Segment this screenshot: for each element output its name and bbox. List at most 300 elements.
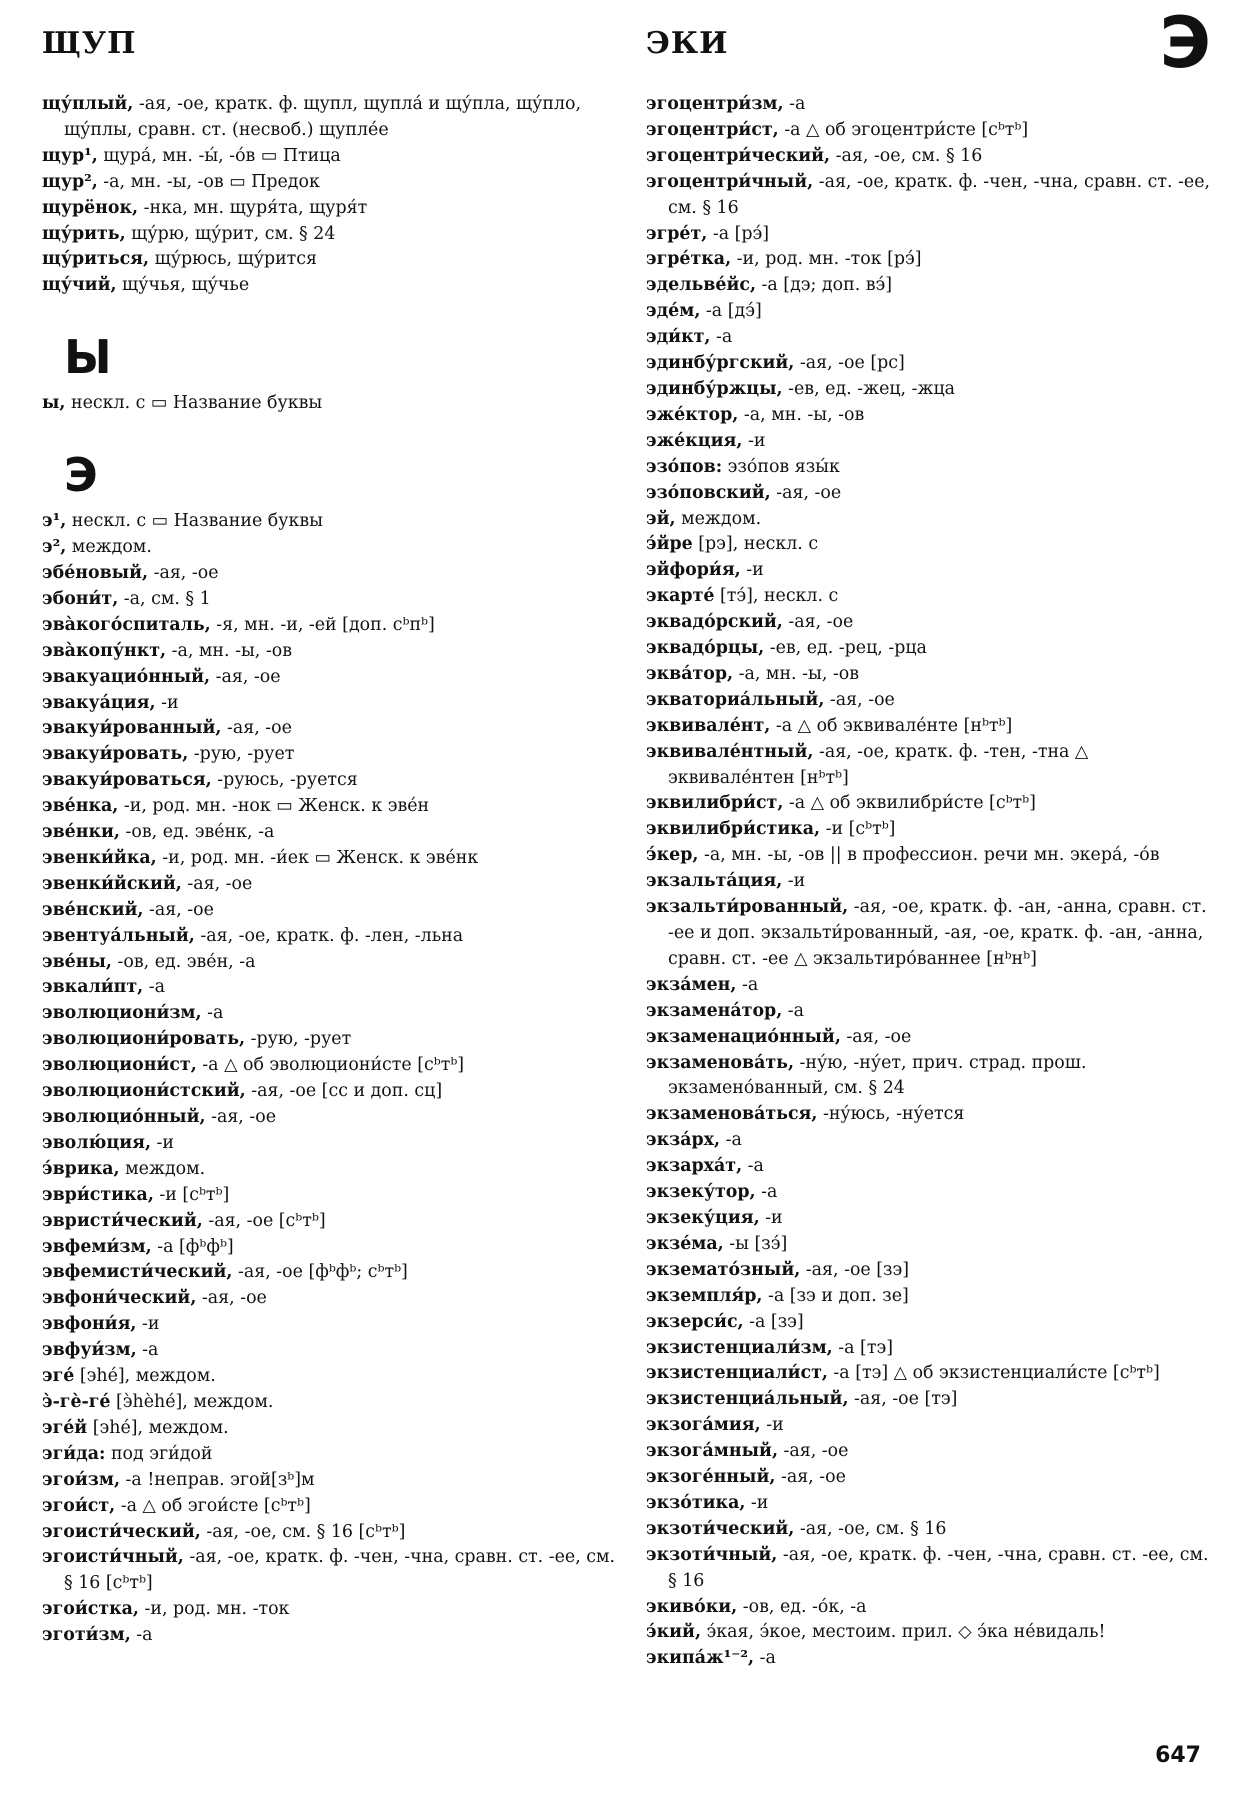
- entry-headword: эквилибри́стика,: [646, 819, 821, 840]
- entry-body: междом.: [66, 537, 152, 558]
- entry-body: -а △ об эквивале́нте [нᵇтᵇ]: [770, 715, 1013, 736]
- entry-body: [эhе́], междом.: [87, 1417, 229, 1438]
- entry-body: -ая, -ое [тэ]: [848, 1389, 958, 1410]
- dictionary-entry: [646, 688, 1216, 714]
- dictionary-entry: [646, 1258, 1216, 1284]
- entry-headword: э¹,: [42, 511, 67, 532]
- entry-headword: эвфеми́зм,: [42, 1236, 152, 1257]
- dictionary-entry: [646, 1620, 1216, 1646]
- entry-headword: эве́нки,: [42, 822, 120, 843]
- entry-body: -ая, -ое [рс]: [794, 353, 905, 374]
- entry-headword: экзе́ма,: [646, 1233, 724, 1254]
- entry-body: -а [зэ]: [743, 1311, 804, 1332]
- entry-body: -ая, -ое: [205, 1107, 276, 1127]
- dictionary-entry: [646, 973, 1216, 999]
- dictionary-entry: [646, 222, 1216, 248]
- entry-body: -и: [740, 560, 764, 581]
- entry-body: -а: [754, 1648, 776, 1669]
- entry-headword: эйфори́я,: [646, 560, 741, 581]
- dictionary-entry: [646, 170, 1216, 222]
- entry-body: -ая, -ое [сс и доп. сц]: [245, 1081, 443, 1102]
- entry-body: -а △ об эгоцентри́сте [сᵇтᵇ]: [778, 119, 1029, 140]
- dictionary-entry: [646, 351, 1216, 377]
- dictionary-entry: [42, 820, 622, 846]
- entry-headword: эволюциони́стский,: [42, 1081, 246, 1102]
- entry-headword: экзеку́тор,: [646, 1182, 756, 1203]
- entry-body: -а [дэ́]: [700, 301, 762, 322]
- dictionary-entry: [646, 1646, 1216, 1672]
- entry-headword: экза́мен,: [646, 974, 737, 995]
- entry-headword: э́врика,: [42, 1158, 120, 1179]
- entry-body: -а: [201, 1003, 224, 1024]
- entry-headword: эвакуи́рованный,: [42, 718, 222, 739]
- entry-headword: эгоцентри́ческий,: [646, 145, 831, 166]
- entry-body: -ая, -ое, кратк. ф. -чен, -чна, сравн. ст. -ее, см. § 16: [668, 1544, 1209, 1591]
- entry-headword: эволюциони́ст,: [42, 1055, 197, 1076]
- entry-body: -ая, -ое: [196, 1288, 267, 1309]
- dictionary-entry: [42, 1442, 622, 1468]
- entry-body: -и: [155, 692, 179, 713]
- entry-headword: экзаменова́ться,: [646, 1104, 818, 1125]
- entry-body: -ая, -ое: [782, 612, 854, 633]
- entry-headword: экземато́зный,: [646, 1259, 801, 1280]
- dictionary-entry: [42, 391, 622, 417]
- dictionary-entry: [646, 1336, 1216, 1362]
- dictionary-entry: [646, 869, 1216, 895]
- entry-headword: экзальта́ция,: [646, 871, 783, 892]
- entry-headword: эвкали́пт,: [42, 977, 144, 998]
- entry-headword: экзистенциа́льный,: [646, 1389, 849, 1410]
- entry-body: -рую, -рует: [245, 1029, 352, 1050]
- entry-body: -ая, -ое, кратк. ф. -тен, -тна △ эквивале́нтен [нᵇтᵇ]: [668, 741, 1089, 788]
- dictionary-entry: [42, 691, 622, 717]
- entry-headword: э̀-гè-ге́: [42, 1391, 111, 1412]
- entry-headword: эве́нка,: [42, 796, 119, 817]
- entry-headword: щур²,: [42, 171, 98, 192]
- running-head-left: ЩУП: [42, 26, 137, 61]
- entry-body: -ая, -ое: [775, 1467, 846, 1488]
- entry-headword: эвфони́я,: [42, 1314, 137, 1335]
- entry-headword: эве́ны,: [42, 951, 112, 972]
- entry-body: -а: [736, 974, 759, 995]
- entry-body: -а [тэ] △ об экзистенциали́сте [сᵇтᵇ]: [827, 1363, 1160, 1384]
- dictionary-entry: [42, 794, 622, 820]
- dictionary-entry: [42, 1053, 622, 1079]
- dictionary-entry: [42, 170, 622, 196]
- section-letter-marker: Э: [1159, 2, 1211, 84]
- entry-headword: эгре́тка,: [646, 249, 732, 270]
- dictionary-entry: [42, 1027, 622, 1053]
- dictionary-entry: [646, 1128, 1216, 1154]
- dictionary-entry: [646, 273, 1216, 299]
- dictionary-entry: [42, 144, 622, 170]
- dictionary-entry: [646, 740, 1216, 792]
- dictionary-entry: [42, 1286, 622, 1312]
- entry-body: -и, род. мн. -и́ек ▭ Женск. к эве́нк: [156, 847, 479, 868]
- entry-body: -а [рэ́]: [707, 223, 770, 244]
- entry-body: -и: [136, 1314, 160, 1335]
- entry-body: нескл. с ▭ Название буквы: [66, 511, 323, 532]
- entry-body: щура́, мн. -ы́, -о́в ▭ Птица: [97, 145, 341, 166]
- entry-body: -а: [782, 1000, 805, 1021]
- entry-headword: экзоти́ческий,: [646, 1518, 795, 1539]
- dictionary-entry: [42, 742, 622, 768]
- entry-body: -ая, -ое: [824, 689, 895, 710]
- entry-body: -и: [760, 1415, 784, 1436]
- entry-body: -ев, ед. -рец, -рца: [764, 638, 927, 659]
- entry-headword: эде́м,: [646, 301, 701, 322]
- entry-headword: эва̀кого́спиталь,: [42, 614, 211, 635]
- dictionary-entry: [646, 532, 1216, 558]
- dictionary-entry: [646, 1361, 1216, 1387]
- entry-headword: эвфони́ческий,: [42, 1288, 197, 1309]
- entry-headword: экзальти́рованный,: [646, 897, 849, 918]
- entry-body: -и, род. мн. -нок ▭ Женск. к эве́н: [118, 796, 430, 817]
- entry-body: -ая, -ое [зэ]: [800, 1259, 910, 1280]
- entry-headword: эволю́ция,: [42, 1132, 152, 1153]
- section-heading: Ы: [64, 330, 112, 385]
- dictionary-entry: [42, 1520, 622, 1546]
- dictionary-entry: [646, 1413, 1216, 1439]
- dictionary-entry: [646, 999, 1216, 1025]
- entry-headword: эгои́зм,: [42, 1469, 121, 1490]
- entry-headword: э́кер,: [646, 845, 699, 866]
- entry-body: -а !неправ. эгой[зᵇ]м: [120, 1469, 315, 1490]
- entry-body: -а [зэ и доп. зе]: [762, 1285, 909, 1306]
- entry-body: -ая, -ое: [143, 899, 214, 920]
- dictionary-entry: [42, 768, 622, 794]
- entry-headword: эбе́новый,: [42, 562, 149, 583]
- dictionary-entry: [646, 1025, 1216, 1051]
- entry-headword: э́кий,: [646, 1622, 701, 1643]
- entry-body: щу́рю, щу́рит, см. § 24: [125, 223, 336, 244]
- entry-body: -и: [782, 871, 806, 892]
- entry-body: -ая, -ое: [148, 562, 219, 583]
- dictionary-entry: [646, 455, 1216, 481]
- entry-headword: эвакуи́ровать,: [42, 744, 189, 765]
- dictionary-entry: [42, 639, 622, 665]
- entry-headword: эготи́зм,: [42, 1625, 131, 1646]
- entry-body: -а: [720, 1130, 742, 1151]
- entry-headword: эвакуа́ция,: [42, 692, 156, 713]
- dictionary-entry: [646, 662, 1216, 688]
- entry-headword: экзоге́нный,: [646, 1467, 776, 1488]
- entry-headword: эквилибри́ст,: [646, 793, 784, 814]
- entry-body: -ая, -ое, см. § 16 [сᵇтᵇ]: [200, 1521, 406, 1542]
- dictionary-entry: [646, 144, 1216, 170]
- dictionary-entry: [646, 325, 1216, 351]
- entry-headword: щу́рить,: [42, 223, 126, 244]
- entry-body: -ы [зэ́]: [723, 1233, 788, 1254]
- entry-body: -ая, -ое, см. § 16: [830, 145, 983, 166]
- entry-headword: экзо́тика,: [646, 1492, 746, 1513]
- dictionary-entry: [42, 665, 622, 691]
- entry-headword: эвакуи́роваться,: [42, 770, 212, 791]
- dictionary-entry: [42, 1623, 622, 1649]
- entry-headword: эди́кт,: [646, 327, 711, 348]
- entry-body: -ну́юсь, -ну́ется: [817, 1104, 965, 1125]
- entry-body: -нка, мн. щуря́та, щуря́т: [138, 197, 368, 218]
- dictionary-entry: [646, 636, 1216, 662]
- dictionary-entry: [646, 118, 1216, 144]
- entry-headword: эвенки́йка,: [42, 847, 157, 868]
- dictionary-entry: [42, 1183, 622, 1209]
- entry-body: -ая, -ое, кратк. ф. -ан, -анна, сравн. ст. -ее и доп. экзальти́рованный, -ая, -ое, кратк. ф. -ан, -анна, сравн. ст. -ее △ экзальтиро́ваннее [нᵇнᵇ]: [668, 897, 1207, 969]
- entry-body: -я, мн. -и, -ей [доп. сᵇпᵇ]: [210, 614, 435, 635]
- entry-body: междом.: [119, 1158, 206, 1179]
- dictionary-entry: [646, 1465, 1216, 1491]
- entry-headword: эгои́стка,: [42, 1599, 139, 1620]
- page-number: 647: [1155, 1743, 1201, 1768]
- entry-headword: эге́: [42, 1366, 75, 1387]
- entry-headword: экзаменацио́нный,: [646, 1026, 841, 1047]
- entry-headword: эве́нский,: [42, 899, 144, 920]
- entry-headword: эволюциони́ровать,: [42, 1029, 246, 1050]
- entry-body: -и: [759, 1207, 783, 1228]
- dictionary-entry: [646, 299, 1216, 325]
- dictionary-entry: [42, 222, 622, 248]
- entry-headword: э́йре: [646, 534, 693, 555]
- entry-body: -а [фᵇфᵇ]: [151, 1236, 234, 1257]
- entry-body: -и: [151, 1132, 175, 1153]
- dictionary-entry: [646, 558, 1216, 584]
- dictionary-entry: [646, 817, 1216, 843]
- entry-headword: эй,: [646, 508, 676, 529]
- entry-headword: эквивале́нтный,: [646, 741, 814, 762]
- dictionary-entry: [646, 843, 1216, 869]
- dictionary-entry: [42, 509, 622, 535]
- entry-headword: эквивале́нт,: [646, 715, 771, 736]
- entry-body: [рэ], нескл. с: [692, 534, 819, 555]
- entry-headword: экзистенциали́зм,: [646, 1337, 833, 1358]
- dictionary-entry: [42, 92, 622, 144]
- entry-headword: эври́стика,: [42, 1184, 154, 1205]
- dictionary-entry: [646, 791, 1216, 817]
- entry-body: -а, мн. -ы, -ов || в профессион. речи мн. экера́, -о́в: [698, 845, 1160, 866]
- dictionary-entry: [646, 1284, 1216, 1310]
- entry-body: -а △ об эквилибри́сте [сᵇтᵇ]: [783, 793, 1036, 814]
- entry-headword: эква́тор,: [646, 663, 734, 684]
- dictionary-entry: [42, 1312, 622, 1338]
- dictionary-entry: [646, 584, 1216, 610]
- entry-headword: эвфемисти́ческий,: [42, 1262, 233, 1283]
- entry-body: -ев, ед. -жец, -жца: [782, 378, 956, 399]
- entry-headword: экзоти́чный,: [646, 1544, 778, 1565]
- dictionary-entry: [42, 1338, 622, 1364]
- dictionary-entry: [646, 895, 1216, 973]
- entry-body: -и, род. мн. -ток: [139, 1599, 290, 1620]
- entry-body: -ая, -ое [фᵇфᵇ; сᵇтᵇ]: [232, 1262, 408, 1283]
- dictionary-entry: [646, 1595, 1216, 1621]
- entry-headword: эгоисти́чный,: [42, 1547, 184, 1568]
- dictionary-entry: [42, 587, 622, 613]
- dictionary-entry: [646, 403, 1216, 429]
- entry-body: щу́рюсь, щу́рится: [149, 249, 317, 270]
- entry-body: -ая, -ое: [770, 482, 842, 503]
- dictionary-entry: [42, 924, 622, 950]
- dictionary-entry: [42, 1494, 622, 1520]
- dictionary-entry: [42, 1468, 622, 1494]
- entry-body: э́кая, э́кое, местоим. прил. ◇ э́ка не́видаль!: [701, 1622, 1106, 1643]
- dictionary-entry: [646, 1543, 1216, 1595]
- entry-headword: эже́кция,: [646, 430, 743, 451]
- entry-headword: экипа́ж¹⁻²,: [646, 1648, 755, 1669]
- entry-headword: щурёнок,: [42, 197, 139, 218]
- dictionary-entry: [42, 1364, 622, 1390]
- entry-headword: экзамена́тор,: [646, 1000, 783, 1021]
- dictionary-entry: [42, 975, 622, 1001]
- dictionary-entry: [646, 481, 1216, 507]
- dictionary-entry: [646, 1491, 1216, 1517]
- entry-headword: эдинбу́ргский,: [646, 353, 795, 374]
- entry-body: -и [сᵇтᵇ]: [153, 1184, 230, 1205]
- entry-headword: эквадо́рский,: [646, 612, 783, 633]
- dictionary-entry: [42, 247, 622, 273]
- dictionary-entry: [646, 1154, 1216, 1180]
- left-column: [42, 92, 622, 1649]
- entry-body: -и, род. мн. -ток [рэ́]: [731, 249, 922, 270]
- dictionary-entry: [42, 1079, 622, 1105]
- dictionary-entry: [646, 247, 1216, 273]
- entry-body: [тэ́], нескл. с: [714, 586, 839, 607]
- entry-body: -ов, ед. -о́к, -а: [737, 1596, 867, 1617]
- entry-body: -ая, -ое, кратк. ф. -чен, -чна, сравн. ст. -ее, см. § 16: [668, 171, 1211, 218]
- dictionary-entry: [646, 1310, 1216, 1336]
- entry-body: -ая, -ое: [210, 666, 281, 687]
- entry-headword: экзистенциали́ст,: [646, 1363, 828, 1384]
- dictionary-entry: [42, 1545, 622, 1597]
- entry-headword: эзо́пов:: [646, 456, 723, 477]
- entry-headword: эгоцентри́ст,: [646, 119, 779, 140]
- dictionary-entry: [42, 1390, 622, 1416]
- entry-body: междом.: [675, 508, 762, 529]
- entry-body: [эhе́], междом.: [74, 1366, 216, 1387]
- entry-headword: эвфуи́зм,: [42, 1340, 137, 1361]
- dictionary-entry: [42, 1260, 622, 1286]
- entry-body: -ая, -ое: [840, 1026, 912, 1047]
- entry-body: -а: [130, 1625, 153, 1646]
- entry-body: -а: [136, 1340, 159, 1361]
- dictionary-entry: [646, 610, 1216, 636]
- dictionary-entry: [42, 196, 622, 222]
- dictionary-entry: [42, 1131, 622, 1157]
- dictionary-entry: [42, 1001, 622, 1027]
- entry-headword: эвакуацио́нный,: [42, 666, 211, 687]
- entry-headword: щур¹,: [42, 145, 98, 166]
- entry-body: -ов, ед. эве́нк, -а: [119, 822, 275, 843]
- entry-headword: эзо́повский,: [646, 482, 771, 503]
- dictionary-entry: [42, 1597, 622, 1623]
- entry-body: -ая, -ое: [778, 1441, 849, 1462]
- entry-body: -а: [755, 1182, 778, 1203]
- entry-headword: экзеку́ция,: [646, 1207, 760, 1228]
- dictionary-entry: [42, 872, 622, 898]
- entry-body: -и: [742, 430, 766, 451]
- entry-body: -а △ об эволюциони́сте [сᵇтᵇ]: [196, 1055, 465, 1076]
- dictionary-entry: [42, 1157, 622, 1183]
- entry-headword: экарте́: [646, 586, 715, 607]
- entry-headword: экза́рх,: [646, 1130, 721, 1151]
- dictionary-entry: [42, 561, 622, 587]
- entry-headword: ы,: [42, 393, 66, 414]
- entry-headword: экзога́мный,: [646, 1441, 778, 1462]
- entry-body: -руюсь, -руется: [211, 770, 358, 791]
- entry-headword: щу́чий,: [42, 275, 117, 296]
- entry-body: -а [тэ]: [832, 1337, 893, 1358]
- entry-body: под эги́дой: [105, 1443, 213, 1464]
- dictionary-entry: [42, 1416, 622, 1442]
- entry-headword: эдельве́йс,: [646, 275, 756, 296]
- entry-headword: экзарха́т,: [646, 1156, 743, 1177]
- dictionary-entry: [42, 1105, 622, 1131]
- dictionary-entry: [42, 1209, 622, 1235]
- entry-headword: экзерси́с,: [646, 1311, 744, 1332]
- dictionary-entry: [646, 1232, 1216, 1258]
- dictionary-entry: [646, 429, 1216, 455]
- entry-body: -и: [745, 1492, 769, 1513]
- entry-body: -ая, -ое [сᵇтᵇ]: [202, 1210, 326, 1231]
- entry-body: -ая, -ое: [181, 873, 253, 894]
- dictionary-entry: [646, 377, 1216, 403]
- entry-headword: эквадо́рцы,: [646, 638, 765, 659]
- entry-body: -ая, -ое: [221, 718, 292, 739]
- entry-headword: экзога́мия,: [646, 1415, 761, 1436]
- entry-headword: эги́да:: [42, 1443, 106, 1464]
- dictionary-entry: [646, 1439, 1216, 1465]
- dictionary-entry: [646, 92, 1216, 118]
- entry-body: -а: [710, 327, 733, 348]
- entry-headword: экваториа́льный,: [646, 689, 825, 710]
- entry-headword: эбони́т,: [42, 588, 119, 609]
- dictionary-entry: [42, 950, 622, 976]
- entry-body: -ну́ю, -ну́ет, прич. страд. прош. экзамено́ванный, см. § 24: [668, 1052, 1087, 1099]
- entry-headword: щу́плый,: [42, 94, 134, 114]
- dictionary-entry: [42, 535, 622, 561]
- entry-body: -и [сᵇтᵇ]: [820, 819, 896, 840]
- entry-body: -рую, -рует: [188, 744, 295, 765]
- entry-body: эзо́пов язы́к: [722, 456, 840, 477]
- dictionary-entry: [42, 898, 622, 924]
- entry-headword: эгоцентри́зм,: [646, 94, 784, 114]
- entry-body: -а, мн. -ы, -ов: [738, 404, 865, 425]
- entry-headword: эвенки́йский,: [42, 873, 182, 894]
- entry-body: [э̀hèhе́], междом.: [110, 1391, 274, 1412]
- dictionary-entry: [42, 273, 622, 299]
- dictionary-entry: [646, 1051, 1216, 1103]
- entry-headword: эже́ктор,: [646, 404, 739, 425]
- entry-headword: эволюциони́зм,: [42, 1003, 202, 1024]
- running-head-right: ЭКИ: [646, 26, 729, 61]
- entry-headword: эгоцентри́чный,: [646, 171, 814, 192]
- dictionary-entry: [646, 1517, 1216, 1543]
- entry-headword: экиво́ки,: [646, 1596, 738, 1617]
- entry-headword: эгре́т,: [646, 223, 708, 244]
- entry-body: -ая, -ое, кратк. ф. щупл, щупла́ и щу́пла, щу́пло, щу́плы, сравн. ст. (несвоб.) щуплée: [64, 94, 582, 140]
- entry-body: -а, мн. -ы, -ов ▭ Предок: [97, 171, 320, 192]
- dictionary-entry: [646, 714, 1216, 740]
- entry-headword: э²,: [42, 537, 67, 558]
- entry-headword: эва̀копу́нкт,: [42, 640, 167, 661]
- dictionary-entry: [42, 846, 622, 872]
- entry-headword: экзаменова́ть,: [646, 1052, 794, 1073]
- entry-body: -а [дэ; доп. вэ́]: [756, 275, 893, 296]
- entry-headword: эгоисти́ческий,: [42, 1521, 201, 1542]
- entry-body: щу́чья, щу́чье: [116, 275, 250, 296]
- dictionary-entry: [646, 1180, 1216, 1206]
- entry-headword: эгои́ст,: [42, 1495, 116, 1516]
- entry-headword: щу́риться,: [42, 249, 150, 270]
- entry-headword: эвентуа́льный,: [42, 925, 195, 946]
